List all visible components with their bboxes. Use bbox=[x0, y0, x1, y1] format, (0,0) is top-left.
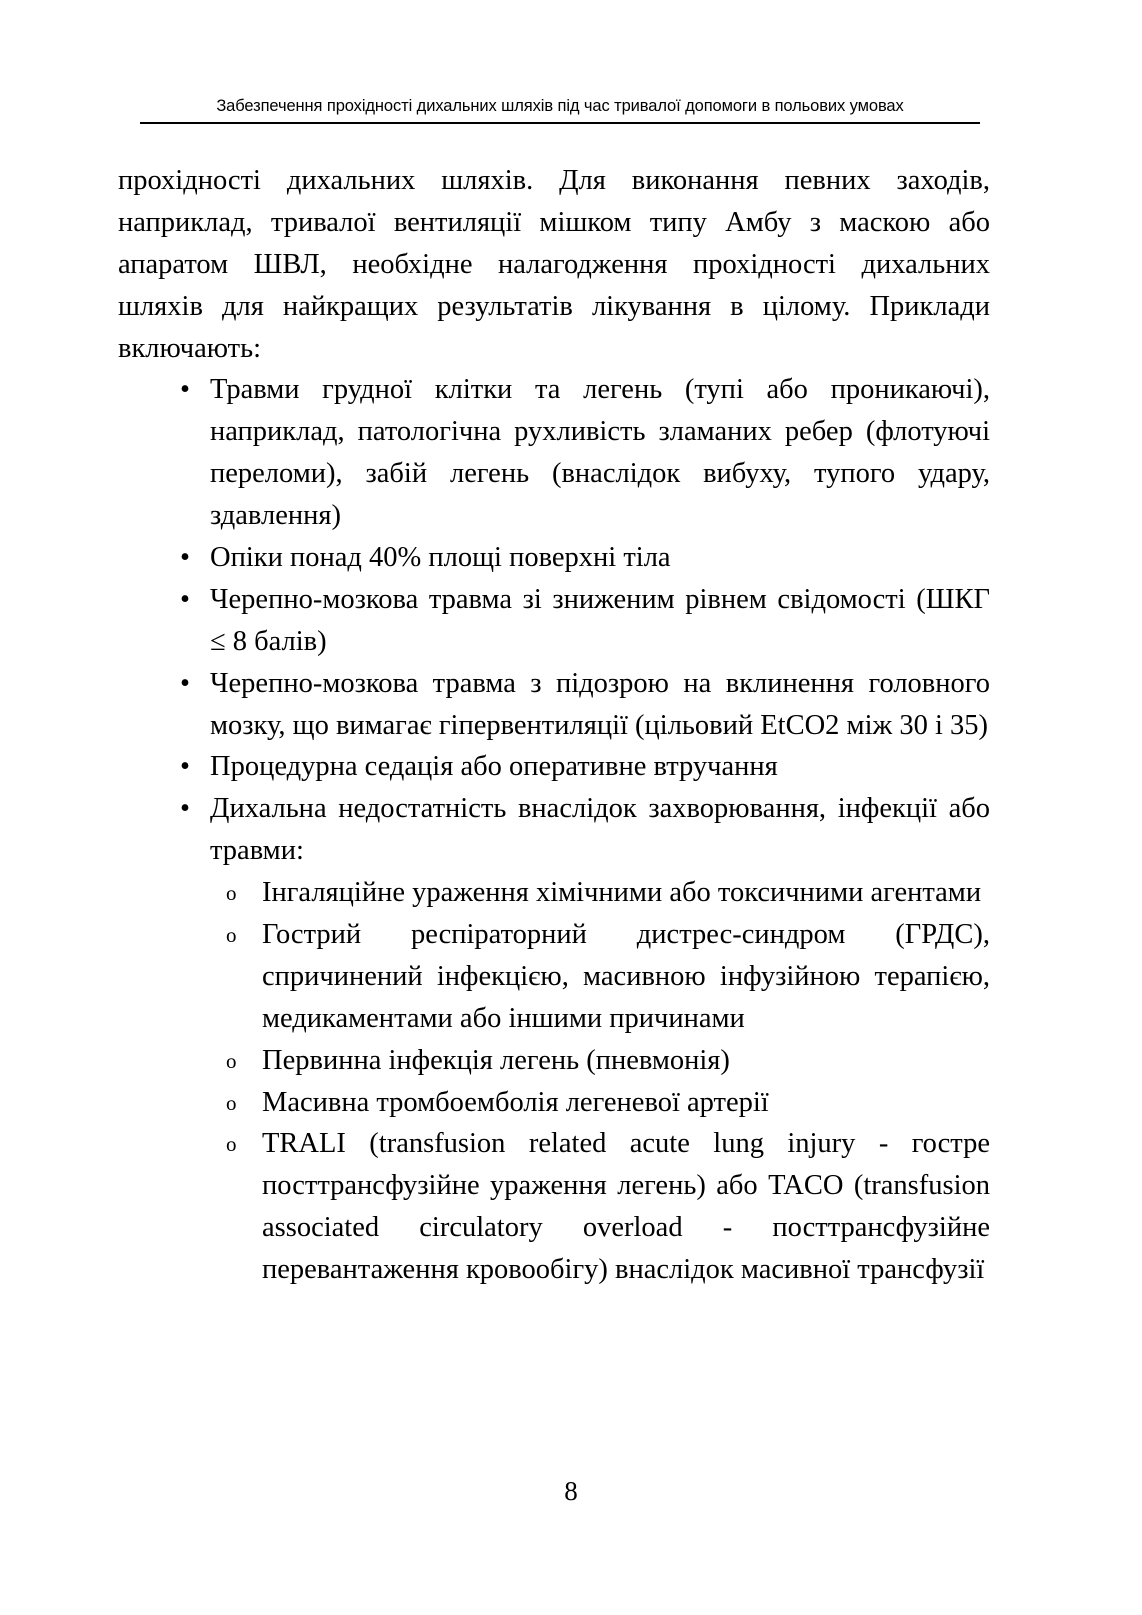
running-header bbox=[140, 96, 980, 124]
bullet-circle-icon: o bbox=[226, 1132, 237, 1157]
sub-list-item-text: Первинна інфекція легень (пневмонія) bbox=[262, 1044, 730, 1076]
bullet-disc-icon: • bbox=[180, 793, 190, 825]
sub-list-item bbox=[210, 872, 990, 914]
sub-list-item-text: Масивна тромбоемболія легеневої артерії bbox=[262, 1086, 769, 1118]
bullet-circle-icon: o bbox=[226, 1090, 237, 1115]
sub-list-item-text: Інгаляційне ураження хімічними або токсичними агентами bbox=[262, 877, 982, 909]
list-item-text: Опіки понад 40% площі поверхні тіла bbox=[210, 542, 671, 574]
sub-list-item bbox=[210, 1082, 990, 1124]
list-item-text: Процедурна седація або оперативне втручання bbox=[210, 751, 778, 783]
list-item-text: Травми грудної клітки та легень (тупі або проникаючі), наприклад, патологічна рухливість зламаних ребер (флотуючі переломи), забій легень (внаслідок вибуху, тупого удару, здавлення) bbox=[210, 374, 990, 532]
bullet-circle-icon: o bbox=[226, 1048, 237, 1073]
bullet-circle-icon: o bbox=[226, 881, 237, 906]
bullet-list bbox=[118, 369, 990, 1291]
bullet-disc-icon: • bbox=[180, 667, 190, 699]
sub-list-item bbox=[210, 914, 990, 1040]
list-item-text: Дихальна недостатність внаслідок захворювання, інфекції або травми: bbox=[210, 793, 990, 867]
bullet-disc-icon: • bbox=[180, 542, 190, 574]
intro-paragraph: прохідності дихальних шляхів. Для виконання певних заходів, наприклад, тривалої вентиляції мішком типу Амбу з маскою або апаратом ШВЛ, необхідне налагодження прохідності дихальних шляхів для найкращих результатів лікування в цілому. Приклади включають: bbox=[118, 165, 990, 364]
sub-bullet-list bbox=[210, 872, 990, 1291]
bullet-disc-icon: • bbox=[180, 374, 190, 406]
header-divider bbox=[140, 122, 980, 124]
bullet-disc-icon: • bbox=[180, 583, 190, 615]
page-number: 8 bbox=[564, 1476, 578, 1506]
list-item bbox=[118, 369, 990, 537]
list-item-text: Черепно-мозкова травма зі зниженим рівнем свідомості (ШКГ ≤ 8 балів) bbox=[210, 583, 990, 657]
list-item bbox=[118, 746, 990, 788]
bullet-disc-icon: • bbox=[180, 751, 190, 783]
sub-list-item-text: TRALI (transfusion related acute lung injury - гостре посттрансфузійне ураження легень) або TACO (transfusion associated circulatory overload - посттрансфузійне перевантаження кровообігу) внаслідок масивної трансфузії bbox=[262, 1128, 990, 1286]
bullet-circle-icon: o bbox=[226, 923, 237, 948]
list-item-text: Черепно-мозкова травма з підозрою на вклинення головного мозку, що вимагає гіпервентиляції (цільовий EtCO2 між 30 і 35) bbox=[210, 667, 990, 741]
list-item bbox=[118, 579, 990, 663]
list-item bbox=[118, 788, 990, 1291]
list-item bbox=[118, 663, 990, 747]
sub-list-item-text: Гострий респіраторний дистрес-синдром (ГРДС), спричинений інфекцією, масивною інфузійною терапією, медикаментами або іншими причинами bbox=[262, 919, 990, 1034]
sub-list-item bbox=[210, 1040, 990, 1082]
running-header-text: Забезпечення прохідності дихальних шляхів під час тривалої допомоги в польових умовах bbox=[216, 97, 904, 115]
sub-list-item bbox=[210, 1123, 990, 1291]
page-content bbox=[118, 160, 990, 1291]
list-item bbox=[118, 537, 990, 579]
